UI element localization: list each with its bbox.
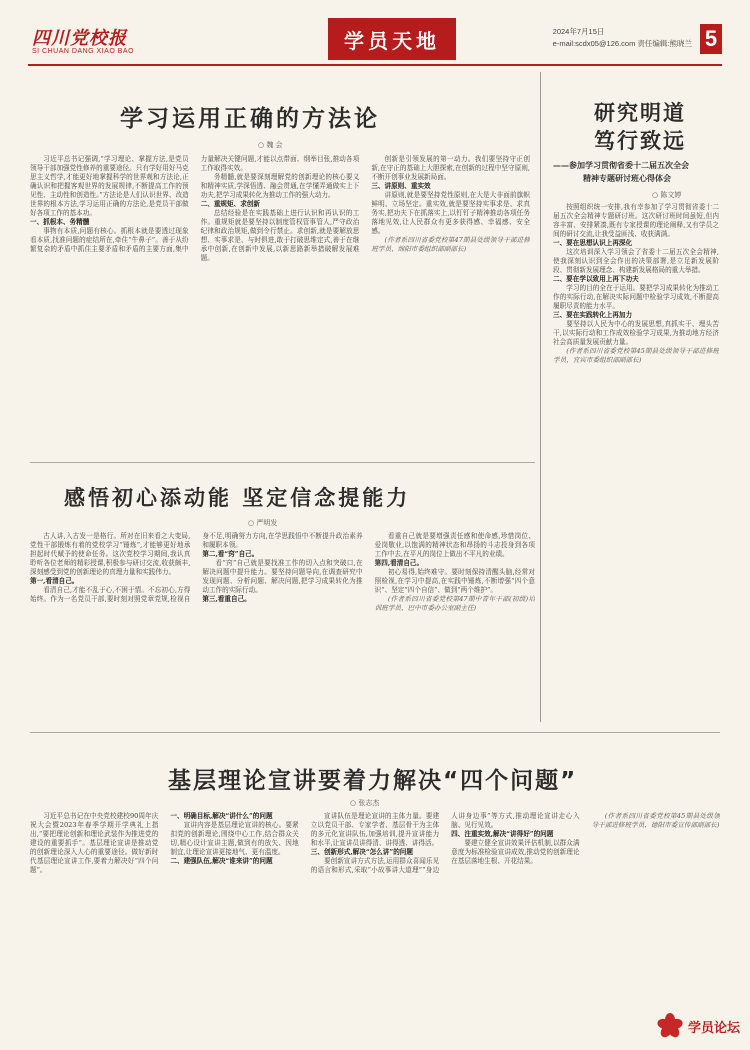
author-note: (作者系四川省委党校第47期中青年干部(初级)培训班学员、巴中市委办公室副主任) [374, 595, 535, 612]
paragraph: 看“窍”自己就是要找准工作的切入点和突破口,在解决问题中提升能力。要坚持问题导向,在调查研究中发现问题、分析问题、解决问题,把学习成果转化为推动工作的实际行动。 [202, 559, 363, 594]
paragraph: 这次培训深入学习领会了省委十二届五次全会精神,使我深刻认识到全会作出的决策部署,是立足新发展阶段、贯彻新发展理念、构建新发展格局的重大举措。 [553, 248, 719, 274]
section-heading: 第二,看“窍”自己。 [202, 550, 259, 558]
section-heading: 第三,看重自己。 [202, 595, 251, 603]
paragraph: 宣讲内容是基层理论宣讲的核心。要紧扣党的创新理论,围绕中心工作,结合群众关切,精心设计宣讲主题,做到有的放矢、因地制宜,让理论宣讲更接地气、更有温度。 [170, 821, 299, 856]
sidebar-subtitle-line2: 精神专题研讨班心得体会 [583, 174, 671, 183]
sidebar-title-line1: 研究明道 [594, 101, 686, 125]
paragraph: 务精髓,就是要深刻理解党的创新理论的核心要义和精神实质,学深悟透、融会贯通,在学懂弄通做实上下功夫,把学习成果转化为推动工作的强大动力。 [200, 173, 360, 199]
paragraph: 看重自己就是要增强责任感和使命感,珍惜岗位、爱岗敬业,以饱满的精神状态和昂扬的斗志投身到各项工作中去,在平凡的岗位上做出不平凡的业绩。 [374, 532, 535, 558]
paragraph: 学习的目的全在于运用。要把学习成果转化为推动工作的实际行动,在解决实际问题中检验学习成效,不断提高履职尽责的能力水平。 [553, 284, 719, 310]
section-heading: 一、明确目标,解决“讲什么”的问题 [170, 812, 273, 820]
article-divider-2 [30, 732, 720, 733]
paragraph: 初心易得,始终难守。要时刻保持清醒头脑,经常对照检视,在学习中提高,在实践中锤炼,不断增强“四个意识”、坚定“四个自信”、做到“两个维护”。 [374, 568, 535, 594]
paragraph: 要创新宣讲方式方法,运用群众喜闻乐见的语言和形式,采取“小故事讲大道理”“身边人讲身边事”等方式,推动理论宣讲走心入脑、见行见效。 [310, 812, 580, 874]
paragraph: 创新是引领发展的第一动力。我们要坚持守正创新,在守正的基础上大胆探索,在创新的过程中坚守原则,不断开创事业发展新局面。 [371, 155, 530, 181]
sidebar-body [553, 203, 719, 718]
paragraph: 事物有本质,问题有核心。抓根本就是要透过现象看本质,找准问题的症结所在,牵住“牛鼻子”。善于从纷繁复杂的矛盾中抓住主要矛盾和矛盾的主要方面,集中力量解决关键问题,才能以点带面、纲举目张,推动各项工作取得实效。 [30, 155, 360, 253]
paragraph: 讲原则,就是要坚持党性原则,在大是大非面前旗帜鲜明、立场坚定。重实效,就是要坚持实事求是、求真务实,把功夫下在抓落实上,以钉钉子精神推动各项任务落地见效,让人民群众有更多获得感、幸福感、安全感。 [371, 191, 530, 235]
section-heading: 第一,看清自己。 [30, 577, 79, 585]
article2-body [30, 532, 535, 722]
masthead-rule [28, 64, 722, 66]
section-heading: 一、要在思想认识上再深化 [553, 239, 633, 247]
article3-body [30, 812, 720, 1012]
newspaper-logo: 四川党校报 [32, 28, 127, 49]
issue-meta [553, 26, 692, 50]
article2-byline: ○ 严明发 [248, 519, 278, 527]
sidebar-byline: ○ 陈文婷 [652, 191, 682, 199]
article2-title: 感悟初心添动能 坚定信念提能力 [64, 486, 411, 510]
section-heading: 一、抓根本、务精髓 [30, 218, 90, 226]
section-heading: 二、要在学以致用上再下功夫 [553, 275, 639, 283]
article1-body [30, 155, 530, 453]
section-heading: 二、重规矩、求创新 [200, 200, 260, 208]
section-heading: 三、创新形式,解决“怎么讲”的问题 [310, 848, 413, 856]
footer-brand [656, 1012, 740, 1040]
masthead [28, 18, 722, 60]
section-heading: 第四,看清自己。 [374, 559, 424, 567]
article-divider [30, 462, 535, 463]
sidebar-title-line2: 笃行致远 [594, 129, 686, 153]
newspaper-logo-subtitle: SI CHUAN DANG XIAO BAO [32, 48, 135, 55]
paragraph: 按照组织统一安排,我有幸参加了学习贯彻省委十二届五次全会精神专题研讨班。这次研讨班时间虽短,但内容丰富、安排紧凑,既有专家授课的理论阐释,又有学员之间的研讨交流,让我受益匪浅、收获满满。 [553, 203, 719, 238]
article1-title: 学习运用正确的方法论 [120, 106, 380, 132]
paragraph: 要坚持以人民为中心的发展思想,真抓实干、埋头苦干,以实际行动和工作成效检验学习成果,为推动地方经济社会高质量发展贡献力量。 [553, 320, 719, 346]
sidebar-subtitle-line1: ——参加学习贯彻省委十二届五次全会 [553, 161, 689, 170]
article3-title: 基层理论宣讲要着力解决“四个问题” [168, 768, 578, 794]
section-heading: 四、注重实效,解决“讲得好”的问题 [451, 830, 554, 838]
flower-icon [656, 1012, 684, 1040]
paragraph: 总结经验是在实践基础上进行认识和再认识的工作。重规矩就是要坚持以制度管权管事管人,严守政治纪律和政治规矩,做到令行禁止。求创新,就是要解放思想、实事求是、与时俱进,敢于打破思维定式,善于在继承中创新,在创新中发展,以新思路新举措破解发展难题。 [200, 209, 360, 262]
footer-brand-label: 学员论坛 [687, 1020, 740, 1036]
paragraph: 习近平总书记在中央党校建校90周年庆祝大会暨2023年春季学期开学典礼上指出,“要把理论创新和理论武装作为推进党的建设的重要抓手”。基层理论宣讲是推动党的创新理论深入人心的重要途径。做好新时代基层理论宣讲工作,要着力解决好“四个问题”。 [30, 812, 159, 874]
author-note: (作者系四川省委党校第45期县处级领导干部进修班学员、宜宾市委组织部副部长) [553, 347, 719, 364]
paragraph: 要建立健全宣讲效果评估机制,以群众满意度为标准检验宣讲成效,推动党的创新理论在基层落地生根、开花结果。 [451, 839, 580, 865]
issue-date: 2024年7月15日 [552, 27, 605, 36]
article3-byline: ○ 张志杰 [350, 799, 380, 807]
author-note: (作者系四川省委党校第47期县处级领导干部进修班学员、绵阳市委组织部副部长) [371, 236, 530, 253]
column-divider [540, 72, 541, 722]
section-heading: 三、讲原则、重实效 [371, 182, 431, 190]
section-heading: 二、建强队伍,解决“谁来讲”的问题 [170, 857, 273, 865]
paragraph: 习近平总书记强调,“学习理论、掌握方法,是党员领导干部加强党性修养的重要途径。只有学好用好马克思主义哲学,才能更好地掌握科学的世界观和方法论,正确认识和把握客观世界的发展规律,不断提高工作的预见性、主动性和创造性。”方法论是人们认识世界、改造世界的根本方法,学习运用正确的方法论,是党员干部做好各项工作的基本功。 [30, 155, 189, 217]
section-title: 学员天地 [328, 18, 456, 60]
paragraph: 古人讲,入古发一是格行。所对在旧来看之大变局,党性干部锻炼有着的党校学习“锤炼”,才能够更好地承担起时代赋予的使命任务。这次党校学习期间,我认真聆听各位老师的精彩授课,积极参与研讨交流,收获颇丰,深刻感受到党的创新理论的真理力量和实践伟力。 [30, 532, 191, 576]
author-note: (作者系四川省委党校第45期县处级领导干部进修班学员、德阳市委宣传部副部长) [591, 812, 720, 829]
article1-byline: ○ 魏 会 [258, 141, 283, 149]
paragraph: 看清自己,才能不乱于心,不困于情。不忘初心,方得始终。作为一名党员干部,要时刻对照党章党规,检视自身不足,明确努力方向,在学思践悟中不断提升政治素养和履职本领。 [30, 532, 363, 603]
paragraph: 宣讲队伍是理论宣讲的主体力量。要建立以党员干部、专家学者、基层骨干为主体的多元化宣讲队伍,加强培训,提升宣讲能力和水平,让宣讲员讲得清、讲得透、讲得活。 [310, 812, 440, 847]
editor-email: e-mail:scdx05@126.com 责任编辑:熊晓兰 [552, 39, 692, 48]
section-heading: 三、要在实践转化上再加力 [553, 311, 633, 319]
page-number: 5 [700, 24, 722, 54]
